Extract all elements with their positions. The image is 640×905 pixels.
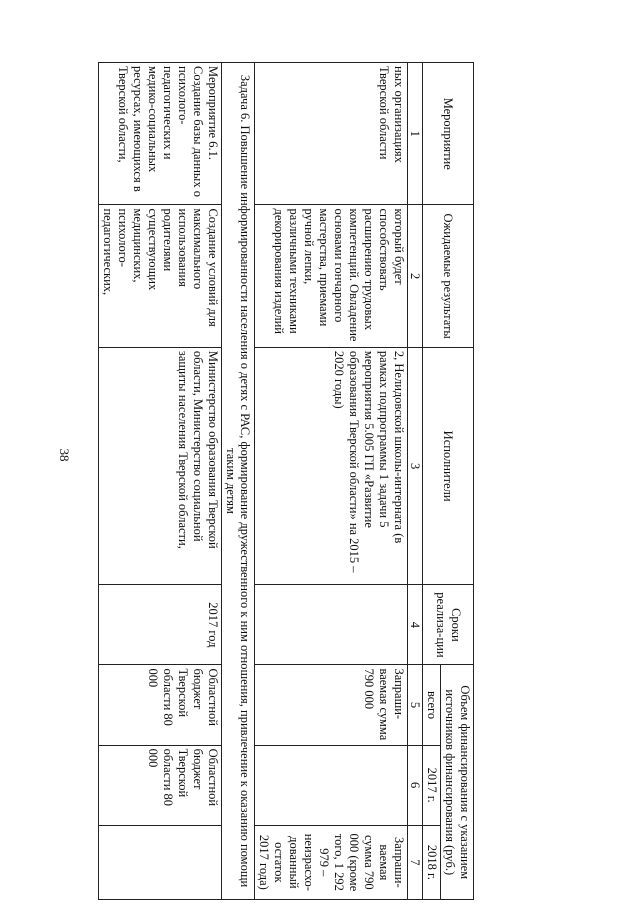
cell-results: который будет способствовать расширению трудовых компетенций. Овладение основами гончарного мастерства, приемами ручной лепки, различными техниками декорирования изделий — [255, 205, 408, 347]
cell-measure: Мероприятие 6.1. Создание базы данных о психолого-педагогических и медико-социальных ресурсах, имеющихся в Тверской области, — [99, 63, 222, 205]
cell-results: Создание условий для максимального использования родителями существующих медицинских, психолого-педагогических, — [99, 205, 222, 347]
cell-2017 — [255, 745, 408, 825]
table-row — [99, 63, 222, 900]
column-number: 7 — [408, 825, 423, 899]
header-terms: Сроки реализа-ции — [423, 585, 474, 665]
column-number: 6 — [408, 745, 423, 825]
header-executors: Исполнители — [423, 347, 474, 584]
cell-total: Областной бюджет Тверской области 80 000 — [99, 665, 222, 745]
cell-measure: ных организациях Тверской области — [255, 63, 408, 205]
column-number: 1 — [408, 63, 423, 205]
cell-2017: Областной бюджет Тверской области 80 000 — [99, 745, 222, 825]
document-sheet — [87, 62, 474, 900]
column-number: 5 — [408, 665, 423, 745]
column-number: 3 — [408, 347, 423, 584]
cell-terms — [255, 585, 408, 665]
table-row — [255, 63, 408, 900]
cell-terms: 2017 год — [99, 585, 222, 665]
header-funding: Объем финансирования с указанием источников финансирования (руб.) — [441, 665, 474, 900]
header-total: всего — [423, 665, 441, 745]
header-row — [441, 63, 474, 900]
rotated-table-container — [87, 62, 474, 900]
cell-executors: 2, Нелидовской школы-интерната (в рамках подпрограммы 1 задачи 5 мероприятия 5.005 ГП «Развитие образования Тверской области» на 2015 – 2020 годы) — [255, 347, 408, 584]
column-number: 2 — [408, 205, 423, 347]
cell-total: Запраши-ваемая сумма 790 000 — [255, 665, 408, 745]
task-row — [222, 63, 255, 900]
cell-2018: Запраши-ваемая сумма 790 000 (кроме того, 1 292 979 – неизрасхо-дованный остаток 2017 года) — [255, 825, 408, 899]
header-results: Ожидаемые результаты — [423, 205, 474, 347]
page-number: 38 — [57, 448, 72, 462]
cell-executors: Министерство образования Тверской области, Министерство социальной защиты населения Тверской области, — [99, 347, 222, 584]
header-2018: 2018 г. — [423, 825, 441, 899]
funding-table — [98, 62, 474, 900]
column-number: 4 — [408, 585, 423, 665]
header-2017: 2017 г. — [423, 745, 441, 825]
task-6-heading: Задача 6. Повышение информированности населения о детях с РАС, формирование дружественного к ним отношения, привлечение к оказанию помощи таким детям — [222, 63, 255, 900]
cell-2018 — [99, 825, 222, 899]
header-measure: Мероприятие — [423, 63, 474, 205]
column-numbers-row — [408, 63, 423, 900]
